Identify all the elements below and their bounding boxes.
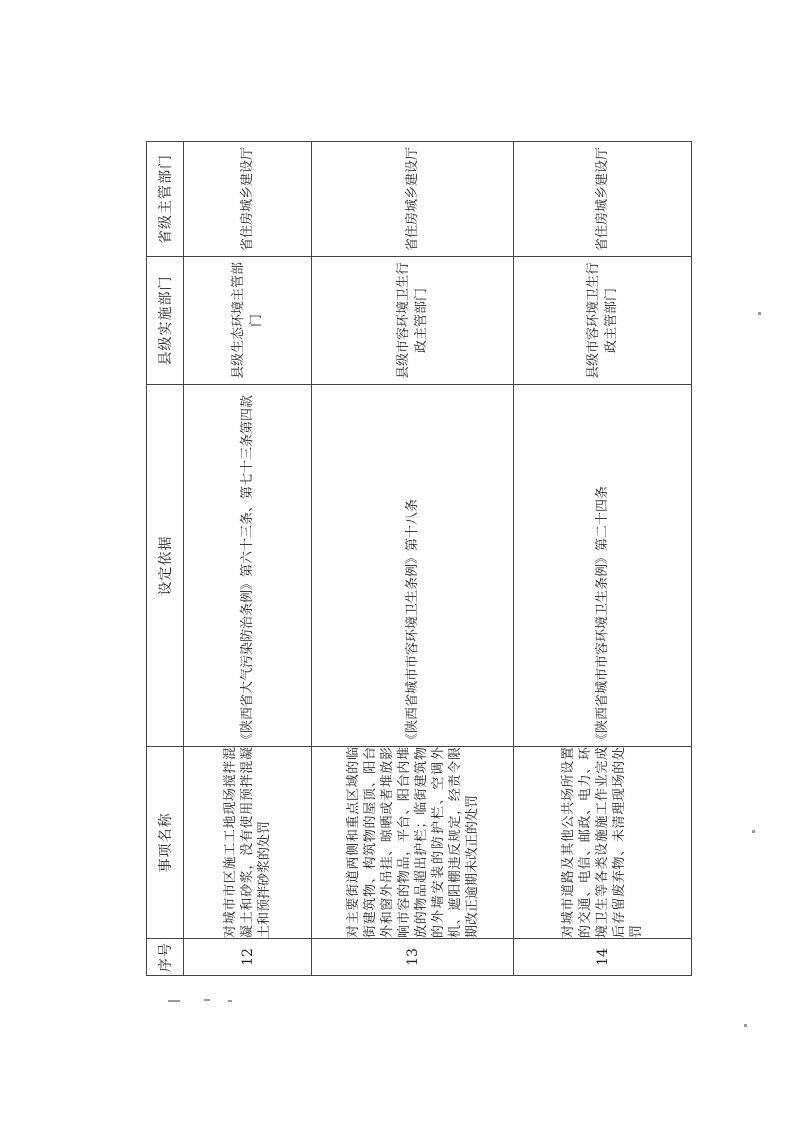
row-legal-basis: 《陕西省大气污染防治条例》第六十三条、第七十三条第四款 [184,385,312,747]
header-seq: 序号 [147,939,184,976]
table-header-row [147,142,184,976]
header-provincial-department: 省级主管部门 [147,142,184,257]
rotated-page-content [146,142,690,976]
header-legal-basis: 设定依据 [147,385,184,747]
scan-mark [168,1000,180,1002]
row-item-name: 对主要街道两侧和重点区域的临街建筑物、构筑物的屋顶、阳台外和窗外吊挂、晾晒或者堆放影响市容的物品，平台、阳台内堆放的物品超出护栏；临街建筑物的外墙安装的防护栏、空调外机、遮阳棚违反规定，经责令限期改正逾期未改正的处罚 [312,747,514,939]
row-item-name: 对城市道路及其他公共场所设置的交通、电信、邮政、电力、环境卫生等各类设施施工作业完成后存留废弃物、未清理现场的处罚 [514,747,692,939]
scan-mark [752,830,755,833]
row-legal-basis: 《陕西省城市市容环境卫生条例》第十八条 [312,385,514,747]
row-seq: 14 [514,939,692,976]
scan-mark [228,1000,232,1002]
row-provincial-department: 省住房城乡建设厅 [184,142,312,257]
header-item-name: 事项名称 [147,747,184,939]
row-seq: 13 [312,939,514,976]
row-provincial-department: 省住房城乡建设厅 [312,142,514,257]
row-provincial-department: 省住房城乡建设厅 [514,142,692,257]
row-legal-basis: 《陕西省城市市容环境卫生条例》第二十四条 [514,385,692,747]
row-county-department: 县级市容环境卫生行政主管部门 [514,257,692,385]
table-row [312,142,514,976]
table-row [514,142,692,976]
scan-mark [758,312,761,315]
scan-mark [744,1024,747,1027]
header-county-department: 县级实施部门 [147,257,184,385]
administrative-penalty-table [146,141,692,976]
table-row [184,142,312,976]
row-item-name: 对城市市区施工工地现场搅拌混凝土和砂浆，没有使用预拌混凝土和预拌砂浆的处罚 [184,747,312,939]
row-county-department: 县级生态环境主管部门 [184,257,312,385]
row-seq: 12 [184,939,312,976]
row-county-department: 县级市容环境卫生行政主管部门 [312,257,514,385]
scan-mark [204,999,210,1001]
